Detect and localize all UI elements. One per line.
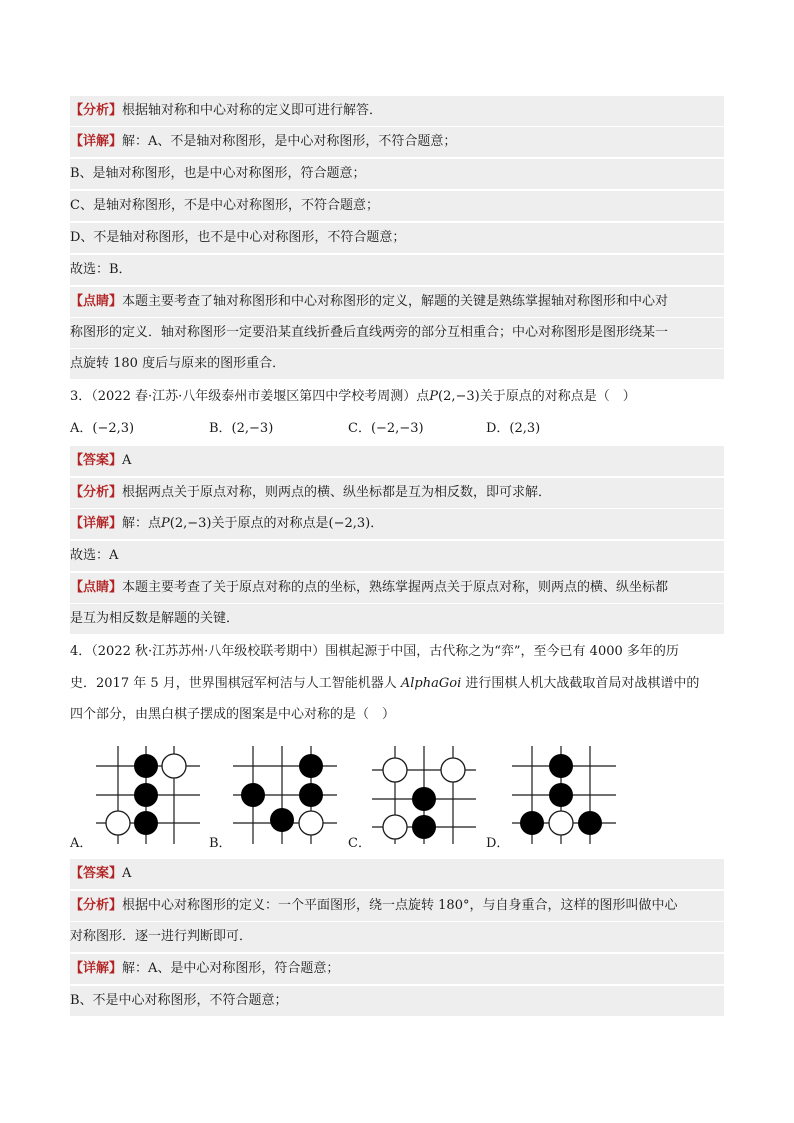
q4-detail-a-text: 解：A、是中心对称图形，符合题意； <box>122 961 340 976</box>
q2-detail-b: B、是轴对称图形，也是中心对称图形，符合题意； <box>70 159 724 189</box>
q3-detail-result: (−2,3) <box>328 516 371 531</box>
q3-stem-coords: (2,−3) <box>438 389 480 404</box>
q2-comment-1-text: 本题主要考查了轴对称图形和中心对称图形的定义，解题的关键是熟练掌握轴对称图形和中心对 <box>122 294 669 309</box>
q4-stem-1: 4．（2022 秋·江苏苏州·八年级校联考期中）围棋起源于中国，古代称之为“弈”，至今已有 4000 多年的历 <box>70 644 679 659</box>
analysis-tag: 【分析】 <box>70 485 123 500</box>
q2-comment-3: 点旋转 180 度后与原来的图形重合． <box>70 349 724 379</box>
q2-detail-d: D、不是轴对称图形，也不是中心对称图形，不符合题意； <box>70 223 724 253</box>
q3-detail-end: ． <box>370 516 384 531</box>
q2-detail-c: C、是轴对称图形，不是中心对称图形，不符合题意； <box>70 191 724 221</box>
comment-tag: 【点睛】 <box>70 294 123 309</box>
q4-option-a-label: A． <box>70 836 93 851</box>
q4-stem-3: 四个部分，由黑白棋子摆成的图案是中心对称的是（ ） <box>70 707 396 722</box>
q4-stem-2 <box>70 669 724 699</box>
detail-tag: 【详解】 <box>70 961 123 976</box>
q3-detail-coords: (2,−3) <box>169 516 212 531</box>
q3-detail <box>70 509 724 539</box>
q4-stem-2-name: AlphaGoi <box>400 676 462 691</box>
q4-stem-2-suffix: 进行围棋人机大战截取首局对战棋谱中的 <box>461 676 700 691</box>
go-board-d <box>504 740 624 850</box>
go-board-c <box>364 740 484 850</box>
q3-analysis <box>70 478 724 508</box>
answer-tag: 【答案】 <box>70 866 123 881</box>
q4-analysis-2: 对称图形．逐一进行判断即可． <box>70 922 724 952</box>
q2-comment-2: 称图形的定义．轴对称图形一定要沿某直线折叠后直线两旁的部分互相重合；中心对称图形是图形绕某一 <box>70 318 724 348</box>
q3-comment-2: 是互为相反数是解题的关键． <box>70 604 724 634</box>
q4-detail-a <box>70 954 724 984</box>
q3-stem-point: P <box>429 389 439 404</box>
q3-option-d: D．(2,3) <box>486 421 541 436</box>
q4-option-b-label: B． <box>209 836 232 851</box>
q2-detail-a <box>70 127 724 157</box>
q3-choice: 故选：A <box>70 541 724 571</box>
q3-detail-mid: 关于原点的对称点是 <box>211 516 329 531</box>
go-board-b <box>225 740 345 850</box>
q3-stem <box>70 382 724 412</box>
q3-option-a: A．(−2,3) <box>70 421 135 436</box>
q4-option-c-label: C． <box>348 836 371 851</box>
q3-option-b: B．(2,−3) <box>209 421 274 436</box>
q3-answer <box>70 446 724 476</box>
analysis-tag: 【分析】 <box>70 103 123 118</box>
q3-stem-prefix: 3．（2022 春·江苏·八年级泰州市姜堰区第四中学校考周测）点 <box>70 389 430 404</box>
q4-detail-b: B、不是中心对称图形，不符合题意； <box>70 986 724 1016</box>
q2-comment-1 <box>70 287 724 317</box>
q4-option-d-label: D． <box>486 836 510 851</box>
comment-tag: 【点睛】 <box>70 580 123 595</box>
q3-option-c: C．(−2,−3) <box>348 421 424 436</box>
detail-tag: 【详解】 <box>70 134 123 149</box>
analysis-tag: 【分析】 <box>70 898 123 913</box>
q3-detail-prefix: 解：点 <box>122 516 162 531</box>
detail-tag: 【详解】 <box>70 516 123 531</box>
q3-detail-point: P <box>161 516 170 531</box>
q4-analysis-1-text: 根据中心对称图形的定义：一个平面图形，绕一点旋转 180°，与自身重合，这样的图形叫做中心 <box>122 898 678 913</box>
go-board-a <box>88 740 208 850</box>
q4-answer-value: A <box>122 866 132 881</box>
q2-analysis-text: 根据轴对称和中心对称的定义即可进行解答． <box>122 103 383 118</box>
q4-analysis-1 <box>70 891 724 921</box>
q3-analysis-text: 根据两点关于原点对称，则两点的横、纵坐标都是互为相反数，即可求解． <box>122 485 552 500</box>
answer-tag: 【答案】 <box>70 453 123 468</box>
q3-comment-1-text: 本题主要考查了关于原点对称的点的坐标，熟练掌握两点关于原点对称，则两点的横、纵坐标都 <box>122 580 669 595</box>
q4-answer <box>70 859 724 889</box>
q3-stem-suffix: 关于原点的对称点是（ ） <box>479 389 636 404</box>
q4-stem-2-prefix: 史．2017 年 5 月，世界围棋冠军柯洁与人工智能机器人 <box>70 676 401 691</box>
q2-choice: 故选：B． <box>70 255 724 285</box>
q3-comment-1 <box>70 573 724 603</box>
q2-detail-a-text: 解：A、不是轴对称图形，是中心对称图形，不符合题意； <box>122 134 457 149</box>
q3-answer-value: A <box>122 453 132 468</box>
q2-analysis <box>70 96 724 126</box>
